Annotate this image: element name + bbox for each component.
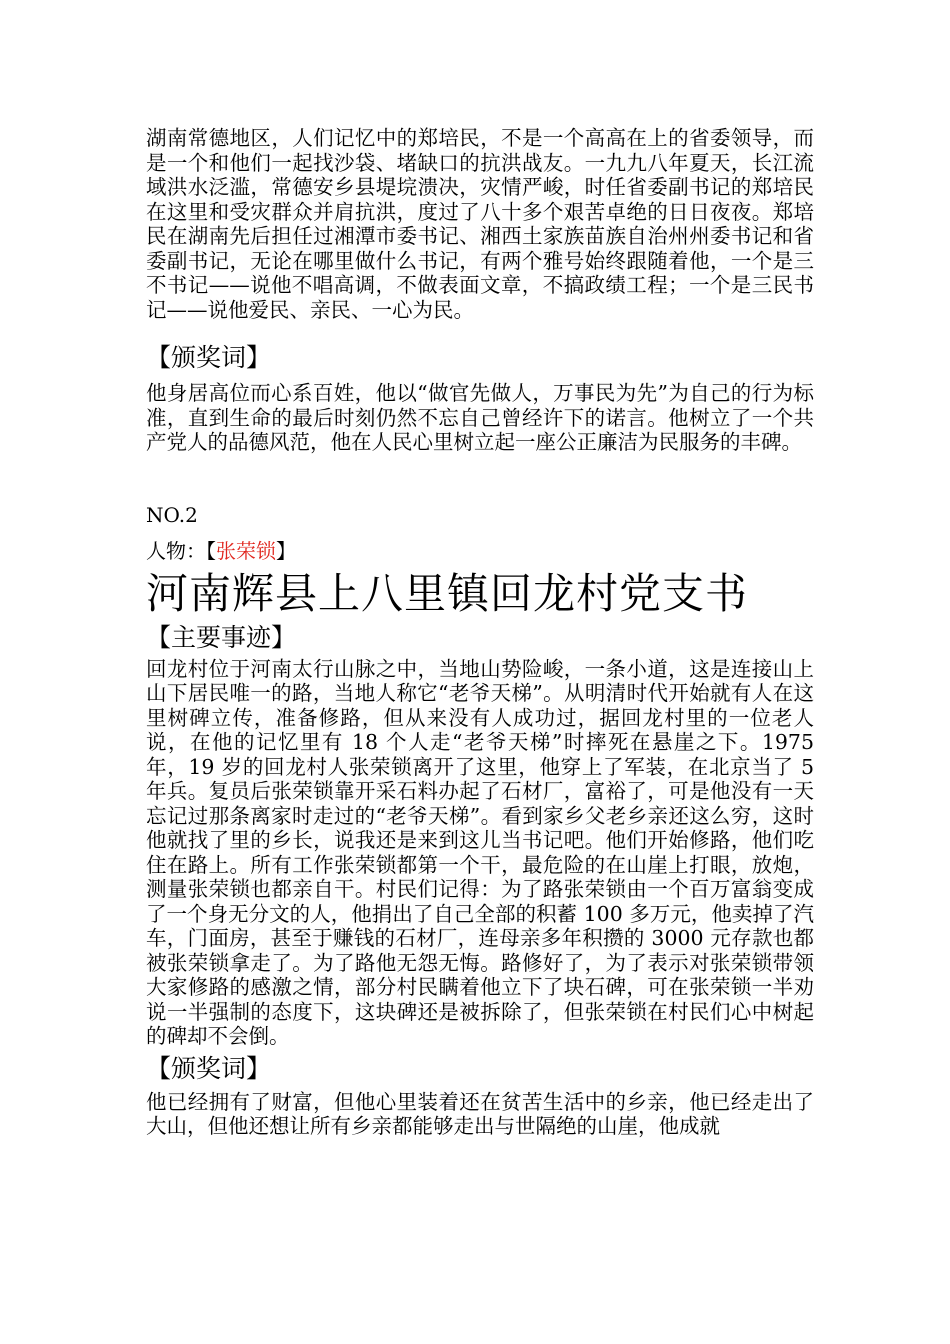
person-title: 河南辉县上八里镇回龙村党支书 <box>146 568 749 618</box>
person-label: 人物： <box>146 538 206 563</box>
award-heading-1: 【颁奖词】 <box>146 343 272 372</box>
entry-number: NO.2 <box>146 502 198 527</box>
bracket-open: 【 <box>206 538 216 563</box>
deeds-paragraph: 回龙村位于河南太行山脉之中，当地山势险峻，一条小道，这是连接山上山下居民唯一的路，当地人称它“老爷天梯”。从明清时代开始就有人在这里树碑立传，准备修路，但从来没有人成功过，据回龙村里的一位老人说，在他的记忆里有 18 个人走“老爷天梯”时摔死在悬崖之下。1975 年，19 岁的回龙村人张荣锁离开了这里，他穿上了军装，在北京当了 5 年兵。复员后张荣锁靠开采石料办起了石材厂，富裕了，可是他没有一天忘记过那条离家时走过的“老爷天梯”。看到家乡父老乡亲还这么穷，这时他就找了里的乡长，说我还是来到这儿当书记吧。他们开始修路，他们吃住在路上。所有工作张荣锁都第一个干，最危险的在山崖上打眼，放炮，测量张荣锁也都亲自干。村民们记得：为了路张荣锁由一个百万富翁变成了一个身无分文的人，他捐出了自己全部的积蓄 100 多万元，他卖掉了汽车，门面房，甚至于赚钱的石材厂，连母亲多年积攒的 3000 元存款也都被张荣锁拿走了。为了路他无怨无悔。路修好了，为了表示对张荣锁带领大家修路的感激之情，部分村民瞒着他立下了块石碑，可在张荣锁一半劝说一半强制的态度下，这块碑还是被拆除了，但张荣锁在村民们心中树起的碑却不会倒。 <box>146 656 814 1048</box>
person-line <box>146 537 814 565</box>
document-page <box>146 120 814 1139</box>
award-text-1: 他身居高位而心系百姓，他以“做官先做人，万事民为先”为自己的行为标准，直到生命的最后时刻仍然不忘自己曾经许下的诺言。他树立了一个共产党人的品德风范，他在人民心里树立起一座公正廉洁为民服务的丰碑。 <box>146 381 814 454</box>
zheng-peimin-story-paragraph: 湖南常德地区，人们记忆中的郑培民，不是一个高高在上的省委领导，而是一个和他们一起找沙袋、堵缺口的抗洪战友。一九九八年夏天，长江流域洪水泛滥，常德安乡县堤垸溃决，灾情严峻，时任省委副书记的郑培民在这里和受灾群众并肩抗洪，度过了八十多个艰苦卓绝的日日夜夜。郑培民在湖南先后担任过湘潭市委书记、湘西土家族苗族自治州州委书记和省委副书记，无论在哪里做什么书记，有两个雅号始终跟随着他，一个是三不书记——说他不唱高调，不做表面文章，不搞政绩工程；一个是三民书记——说他爱民、亲民、一心为民。 <box>146 126 814 322</box>
award-text-2: 他已经拥有了财富，但他心里装着还在贫苦生活中的乡亲，他已经走出了大山，但他还想让所有乡亲都能够走出与世隔绝的山崖，他成就 <box>146 1089 814 1138</box>
bracket-close: 】 <box>276 538 296 563</box>
award-heading-2: 【颁奖词】 <box>146 1053 272 1083</box>
person-name: 张荣锁 <box>216 538 276 563</box>
deeds-heading: 【主要事迹】 <box>146 622 297 652</box>
